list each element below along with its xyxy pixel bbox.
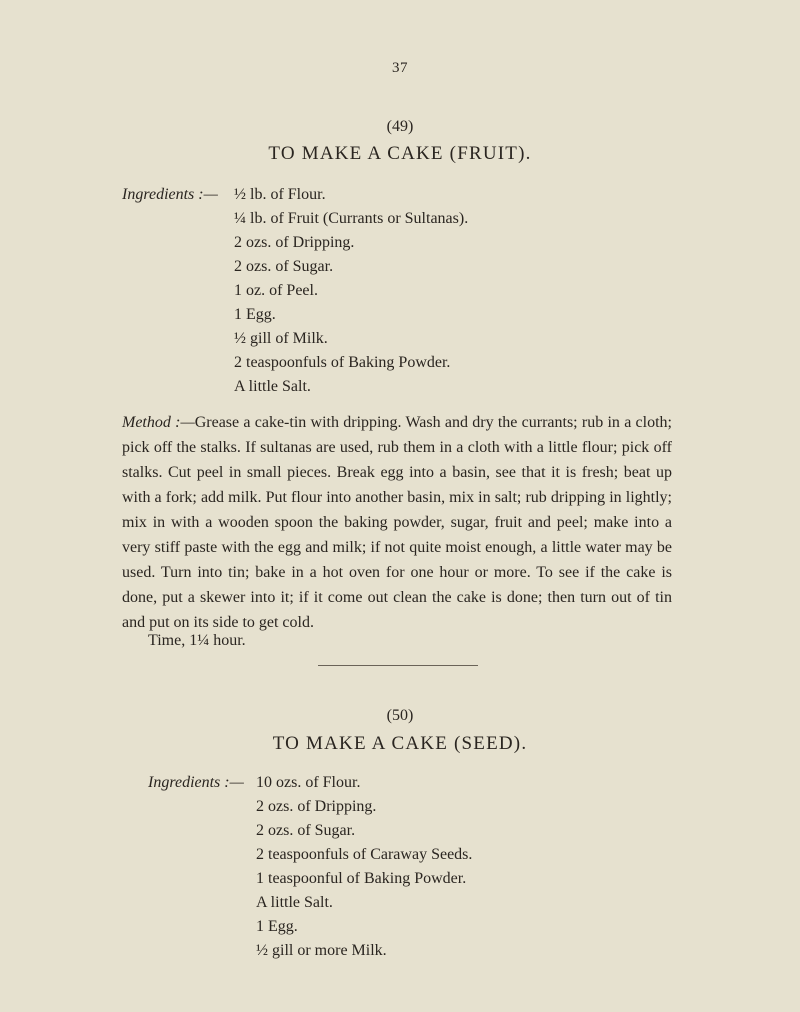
ingredient-list bbox=[234, 183, 468, 399]
ingredient-item: ½ gill of Milk. bbox=[234, 330, 328, 347]
page-number: 37 bbox=[392, 60, 408, 76]
ingredient-item: 2 ozs. of Sugar. bbox=[234, 258, 334, 275]
ingredient-item: ½ gill or more Milk. bbox=[256, 942, 387, 959]
ingredients-section bbox=[122, 183, 682, 403]
ingredient-list bbox=[256, 771, 472, 963]
ingredient-item: 1 oz. of Peel. bbox=[234, 282, 318, 299]
recipe-number: (49) bbox=[386, 118, 414, 135]
ingredient-item: 2 teaspoonfuls of Baking Powder. bbox=[234, 354, 451, 371]
ingredient-item: ½ lb. of Flour. bbox=[234, 186, 326, 203]
ingredient-item: 1 Egg. bbox=[256, 918, 298, 935]
ingredients-label: Ingredients :— bbox=[148, 774, 244, 791]
ingredient-item: A little Salt. bbox=[234, 378, 311, 395]
ingredient-item: 1 Egg. bbox=[234, 306, 276, 323]
ingredient-item: 2 teaspoonfuls of Caraway Seeds. bbox=[256, 846, 473, 863]
ingredients-section bbox=[148, 771, 688, 971]
ingredients-label: Ingredients :— bbox=[122, 186, 218, 203]
ingredient-item: ¼ lb. of Fruit (Currants or Sultanas). bbox=[234, 210, 469, 227]
ingredient-item: 1 teaspoonful of Baking Powder. bbox=[256, 870, 467, 887]
section-divider bbox=[318, 665, 478, 666]
method-paragraph bbox=[122, 410, 672, 635]
ingredient-item: 2 ozs. of Dripping. bbox=[256, 798, 377, 815]
method-text: Grease a cake-tin with dripping. Wash and dry the currants; rub in a cloth; pick off the stalks. If sultanas are used, rub them in a cloth with a little flour; pick off stalks. Cut peel in small pieces. Break egg into a basin, see that it is fresh; beat up with a fork; add milk. Put flour into another basin, mix in salt; rub dripping in lightly; mix in with a wooden spoon the baking powder, sugar, fruit and peel; make into a very stiff paste with the egg and milk; if not quite moist enough, a little water may be used. Turn into tin; bake in a hot oven for one hour or more. To see if the cake is done, put a skewer into it; if it come out clean the cake is done; then turn out of tin and put on its side to get cold. bbox=[122, 414, 672, 631]
recipe-title: TO MAKE A CAKE (FRUIT). bbox=[268, 143, 532, 164]
ingredient-item: A little Salt. bbox=[256, 894, 333, 911]
ingredient-item: 2 ozs. of Dripping. bbox=[234, 234, 355, 251]
recipe-number: (50) bbox=[386, 707, 414, 724]
ingredient-item: 2 ozs. of Sugar. bbox=[256, 822, 356, 839]
cooking-time: Time, 1¼ hour. bbox=[148, 632, 246, 649]
method-label: Method :— bbox=[122, 414, 195, 431]
recipe-title: TO MAKE A CAKE (SEED). bbox=[272, 733, 528, 754]
ingredient-item: 10 ozs. of Flour. bbox=[256, 774, 361, 791]
